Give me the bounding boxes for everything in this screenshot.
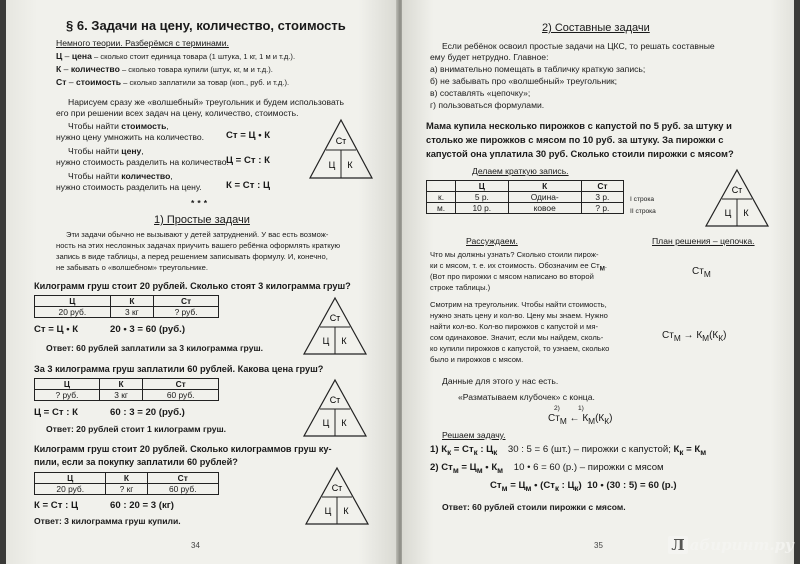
table-cell: 5 р. [456, 192, 509, 203]
table-cell: 20 руб. [35, 307, 111, 318]
problem-3-text: Килограмм груш стоит 20 рублей. Сколько килограммов груш ку- [34, 444, 332, 454]
table-cell: Одина- [508, 192, 581, 203]
table-header: К [99, 379, 142, 390]
svg-text:Ц: Ц [724, 208, 732, 218]
reason-text: строке таблицы.) [430, 283, 491, 292]
problem-text: Мама купила несколько пирожков с капустой по 5 руб. за штуку и [426, 120, 732, 131]
problem-text: столько же пирожков с мясом по 10 руб. за штуку. За пирожки с [426, 134, 724, 145]
problem-3-table [34, 472, 219, 495]
paragraph-line: ему будет нетрудно. Главное: [430, 52, 549, 62]
plan-label: План решения – цепочка. [652, 236, 755, 246]
list-item: г) пользоваться формулами. [430, 100, 545, 110]
page-number: 35 [594, 541, 603, 550]
chain-num-1: 1) [578, 405, 584, 412]
solution-step-2: 2) $Ст_м = Ц_м$ • $К_м$ 10 • 6 = 60 (р.) – пирожки с мясом [430, 462, 664, 475]
table-cell: м. [427, 203, 456, 214]
list-item: а) внимательно помещать в табличку краткую запись; [430, 64, 646, 74]
reason-text: нужно знать цену и кол-во. Цену мы знаем. Нужно [430, 311, 608, 320]
list-item: б) не забывать про «волшебный» треугольник; [430, 76, 618, 86]
table-cell: ? р. [581, 203, 623, 214]
theory-intro: Немного теории. Разберёмся с терминами. [56, 38, 229, 48]
table-header: К [110, 296, 153, 307]
stars-divider: *** [191, 198, 211, 208]
problem-2-calc: 60 : 3 = 20 (руб.) [110, 407, 185, 418]
problem-3-text: пили, если за покупку заплатили 60 рублей? [34, 457, 238, 467]
table-cell: 3 кг [110, 307, 153, 318]
table-header: Ц [35, 379, 100, 390]
page-title: § 6. Задачи на цену, количество, стоимость [66, 18, 346, 33]
term-price: Ц – цена – сколько стоит единица товара (1 штука, 1 кг, 1 м и т.д.). [56, 51, 296, 61]
table-cell: 3 р. [581, 192, 623, 203]
tri-label-price: Ц [328, 160, 336, 170]
table-cell: 10 р. [456, 203, 509, 214]
row-label: I строка [630, 196, 655, 203]
reason-text: было и пирожков с мясом. [430, 355, 524, 364]
term-cost: Ст – стоимость – сколько заплатили за товар (коп., руб. и т.д.). [56, 77, 290, 87]
section-compound: 2) Составные задачи [542, 22, 650, 34]
problem-3-formula: К = Ст : Ц [34, 500, 78, 511]
compound-table: Ц К Ст к. 5 р. Одина- 3 р. м. 10 р. ковое ? р. [426, 180, 624, 214]
reason-text: ко купили пирожков с капустой, то узнаем, сколько [430, 344, 610, 353]
paragraph-line: его при решении всех задач на цену, количество, стоимость. [56, 108, 299, 118]
problem-3-calc: 60 : 20 = 3 (кг) [110, 500, 174, 511]
svg-text:Ст: Ст [331, 483, 343, 493]
right-page [402, 0, 794, 564]
combined-formula: $Ст_м = Ц_м$ • ($Ст_к$ : $Ц_к$) 10 • (30 : 5) = 60 (р.) [490, 480, 677, 493]
paragraph-line: Эти задачи обычно не вызывают у детей затруднений. У вас есть возмож- [66, 230, 329, 239]
svg-text:Ст: Ст [329, 395, 341, 405]
table-cell: 20 руб. [35, 484, 106, 495]
table-header: Ст [147, 473, 219, 484]
table-cell: ? руб. [35, 390, 100, 401]
svg-text:К: К [743, 208, 749, 218]
paragraph-line: ность на этих несложных задачах приучить вашего ребёнка оформлять краткую [56, 241, 341, 250]
unwind-text: «Разматываем клубочек» с конца. [458, 392, 595, 402]
chain-num-2: 2) [554, 405, 560, 412]
magic-triangle [302, 296, 368, 356]
problem-2-text: За 3 килограмма груш заплатили 60 рублей. Какова цена груш? [34, 364, 324, 374]
chain-step-2: $Ст_М \to К_М(К_К)$ [662, 330, 727, 343]
magic-triangle [302, 378, 368, 438]
left-page [6, 0, 398, 564]
section-simple: 1) Простые задачи [154, 214, 250, 226]
reason-text: найти кол-во. Кол-во пирожков с капустой и мя- [430, 322, 599, 331]
reason-text: ки с мясом, т. е. их стоимость. Обозначим ее $Ст_М$. [430, 261, 608, 273]
problem-1-formula: Ст = Ц • К [34, 324, 79, 335]
table-header: Ц [35, 473, 106, 484]
problem-1-answer: Ответ: 60 рублей заплатили за 3 килограмма груш. [46, 343, 264, 353]
short-record-label: Делаем краткую запись. [472, 166, 569, 176]
tri-label-cost: Ст [335, 136, 347, 146]
rule-quantity-desc: нужно стоимость разделить на цену. [56, 182, 202, 192]
watermark-logo: Л абиринт.ру [668, 536, 794, 554]
svg-text:Ц: Ц [322, 336, 330, 346]
final-answer: Ответ: 60 рублей стоили пирожки с мясом. [442, 502, 626, 512]
table-cell: 60 руб. [147, 484, 219, 495]
solution-step-1: 1) $К_к = Ст_к$ : $Ц_к$ 30 : 5 = 6 (шт.) – пирожки с капустой; $К_к = К_м$ [430, 444, 707, 457]
reason-label: Рассуждаем. [466, 236, 518, 246]
svg-text:К: К [341, 336, 347, 346]
table-cell: 60 руб. [143, 390, 219, 401]
svg-text:Ц: Ц [322, 418, 330, 428]
rule-price: Чтобы найти цену, [68, 146, 144, 156]
rule-cost: Чтобы найти стоимость, [68, 121, 169, 131]
svg-text:К: К [343, 506, 349, 516]
table-cell: 3 кг [99, 390, 142, 401]
magic-triangle [704, 168, 770, 228]
problem-3-answer: Ответ: 3 килограмма груш купили. [34, 516, 181, 526]
rule-price-desc: нужно стоимость разделить на количество. [56, 157, 229, 167]
chain-step-1: $Ст_М$ [692, 266, 711, 279]
svg-text:Ст: Ст [731, 185, 743, 195]
problem-2-table [34, 378, 219, 401]
paragraph-line: запись в виде таблицы, а перед решением записывать формулу. И, конечно, [56, 252, 328, 261]
row-label: II строка [630, 208, 656, 215]
list-item: в) составлять «цепочку»; [430, 88, 531, 98]
page-number: 34 [191, 541, 200, 550]
reason-text: сом одинаковое. Значит, если мы найдем, сколь- [430, 333, 604, 342]
table-cell: ковое [508, 203, 581, 214]
svg-text:Ст: Ст [329, 313, 341, 323]
formula-quantity: К = Ст : Ц [226, 180, 270, 191]
table-header: К [106, 473, 147, 484]
formula-price: Ц = Ст : К [226, 155, 270, 166]
tri-label-quantity: К [347, 160, 353, 170]
problem-1-table [34, 295, 219, 318]
formula-cost: Ст = Ц • К [226, 130, 271, 141]
chain-step-3: $Ст_М$ ← $К_М(К_К)$ [548, 413, 613, 426]
problem-1-text: Килограмм груш стоит 20 рублей. Сколько стоят 3 килограмма груш? [34, 281, 351, 291]
paragraph-line: Нарисуем сразу же «волшебный» треугольник и будем использовать [68, 97, 344, 107]
svg-text:К: К [341, 418, 347, 428]
problem-text: капустой она уплатила 30 руб. Сколько стоили пирожки с мясом? [426, 148, 734, 159]
magic-triangle [308, 118, 374, 180]
solve-label: Решаем задачу. [442, 430, 506, 440]
problem-2-answer: Ответ: 20 рублей стоит 1 килограмм груш. [46, 424, 227, 434]
problem-2-formula: Ц = Ст : К [34, 407, 78, 418]
table-cell: к. [427, 192, 456, 203]
table-header: Ст [154, 296, 219, 307]
paragraph-line: Если ребёнок освоил простые задачи на ЦКС, то решать составные [442, 41, 715, 51]
table-header: Ц [35, 296, 111, 307]
reason-text: Смотрим на треугольник. Чтобы найти стоимость, [430, 300, 607, 309]
reason-text: Что мы должны узнать? Сколько стоили пирож- [430, 250, 599, 259]
rule-cost-desc: нужно цену умножить на количество. [56, 132, 205, 142]
reason-text: (Вот про пирожки с мясом написано во второй [430, 272, 594, 281]
paragraph-line: не забывать о «волшебном» треугольнике. [56, 263, 208, 272]
table-cell: ? кг [106, 484, 147, 495]
table-cell: ? руб. [154, 307, 219, 318]
term-quantity: К – количество – сколько товара купили (штук, кг, м и т.д.). [56, 64, 273, 74]
magic-triangle [304, 466, 370, 526]
problem-1-calc: 20 • 3 = 60 (руб.) [110, 324, 186, 335]
data-available-text: Данные для этого у нас есть. [442, 376, 559, 386]
table-header: Ст [143, 379, 219, 390]
rule-quantity: Чтобы найти количество, [68, 171, 173, 181]
svg-text:Ц: Ц [324, 506, 332, 516]
